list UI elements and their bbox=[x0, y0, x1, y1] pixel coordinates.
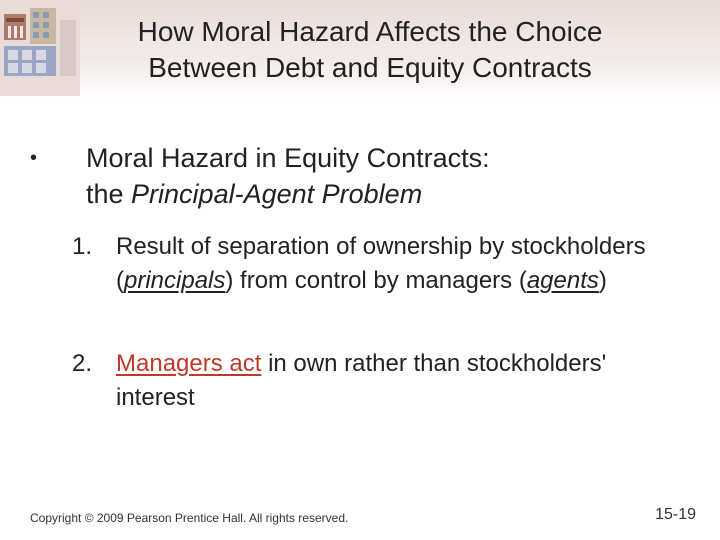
slide-title bbox=[80, 14, 660, 86]
slide-title-line-1: How Moral Hazard Affects the Choice bbox=[137, 16, 603, 47]
main-point-line-1: Moral Hazard in Equity Contracts: bbox=[86, 143, 490, 173]
main-point-emphasis: Principal-Agent Problem bbox=[131, 179, 423, 209]
bullet-marker: • bbox=[30, 147, 38, 169]
slide-title-line-2: Between Debt and Equity Contracts bbox=[148, 52, 592, 83]
agents-term: agents bbox=[526, 267, 599, 294]
building-logo-icon bbox=[0, 0, 80, 96]
slide-number: 15-19 bbox=[655, 506, 696, 523]
principals-term: principals bbox=[124, 267, 226, 294]
managers-act-highlight: Managers act bbox=[116, 350, 262, 377]
item-text bbox=[116, 230, 652, 298]
copyright-footer: Copyright © 2009 Pearson Prentice Hall. All rights reserved. bbox=[30, 511, 349, 525]
numbered-item-1 bbox=[72, 230, 652, 298]
item-text-part: in own rather than stockholders' interest bbox=[116, 350, 607, 411]
item-number: 2. bbox=[72, 350, 93, 377]
item-text bbox=[116, 347, 652, 415]
item-text-part: Result of separation of ownership by stockholders ( bbox=[116, 233, 646, 294]
main-point-line-2 bbox=[86, 176, 646, 212]
main-point-the: the bbox=[86, 179, 132, 209]
numbered-item-2 bbox=[72, 347, 652, 415]
item-text-part: ) from control by managers ( bbox=[225, 267, 527, 294]
item-number: 1. bbox=[72, 233, 93, 260]
main-point bbox=[86, 140, 646, 212]
item-text-part: ) bbox=[598, 267, 607, 294]
